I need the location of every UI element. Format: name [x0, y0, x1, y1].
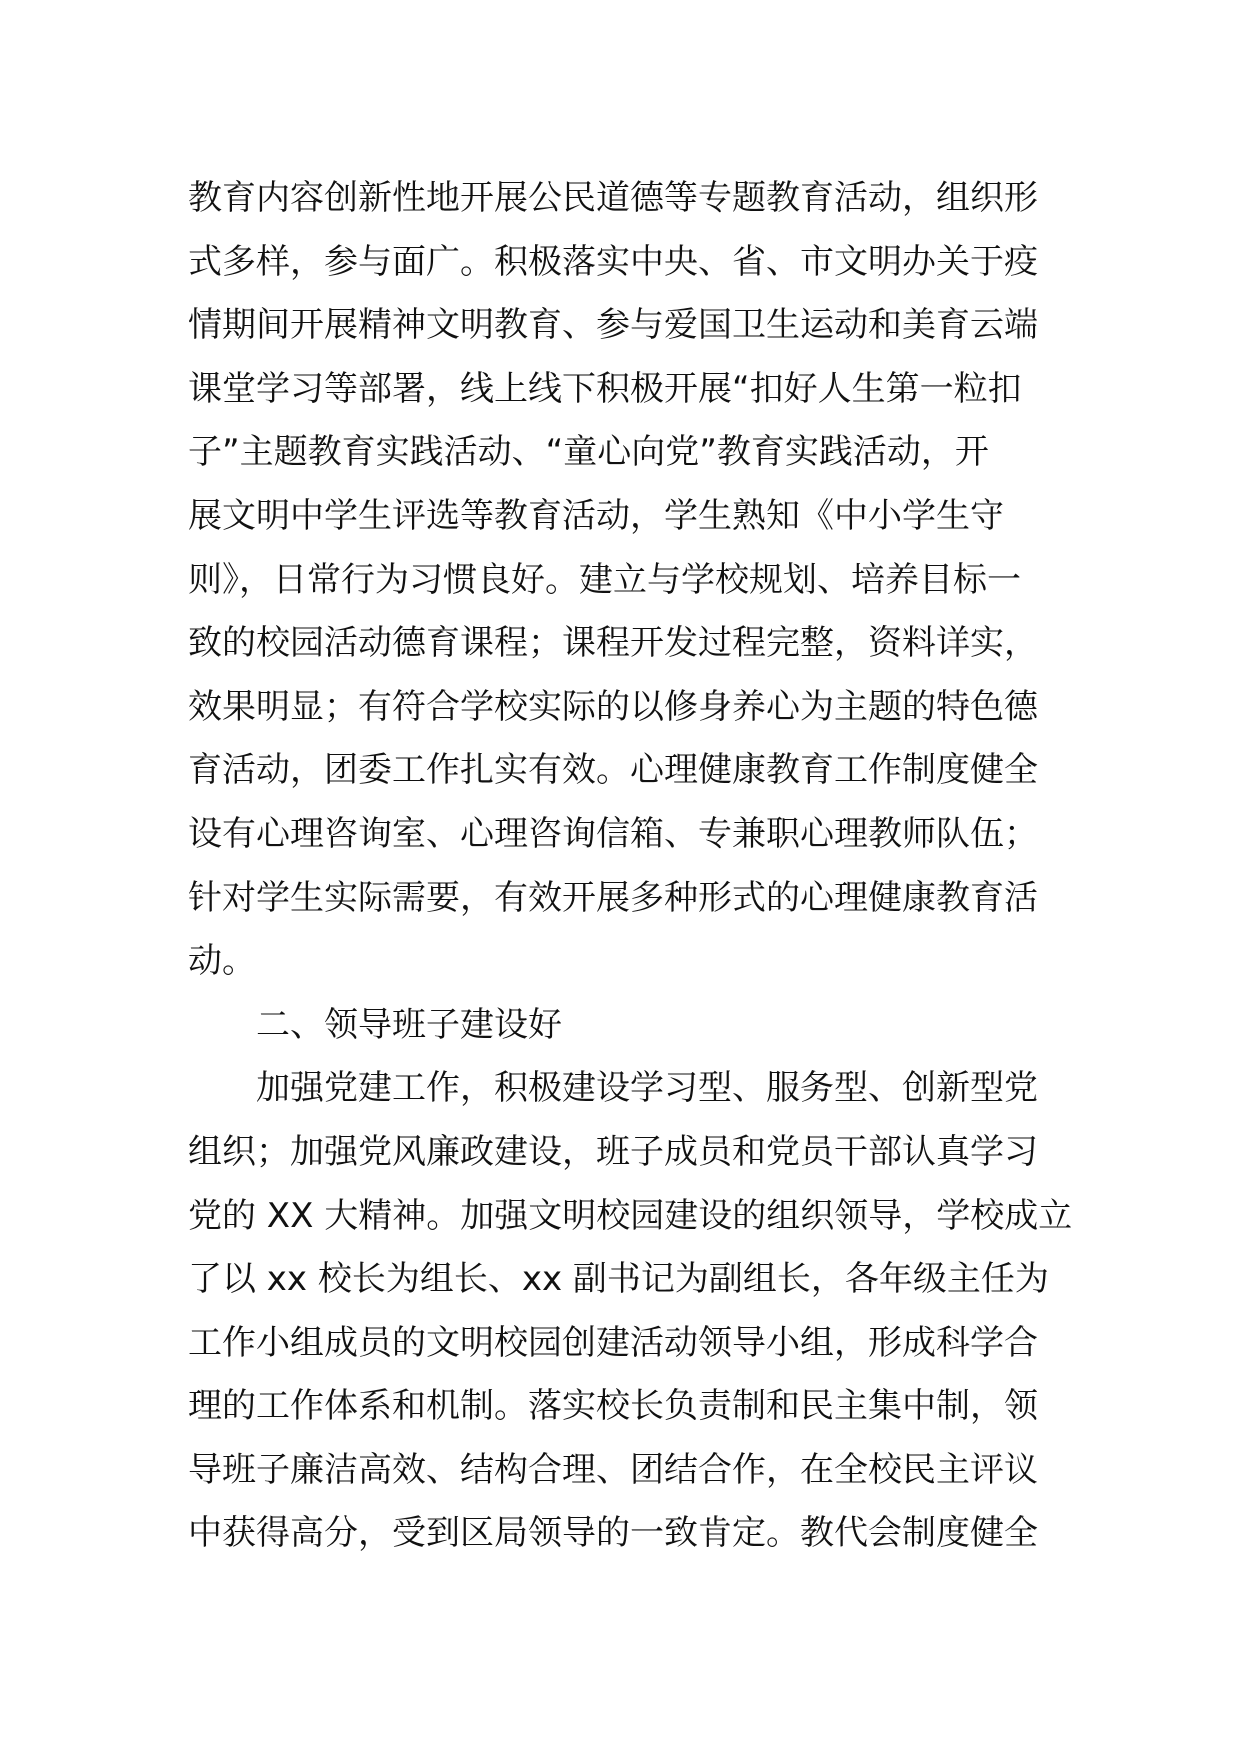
text-line: 子”主题教育实践活动、“童心向党”教育实践活动，开	[188, 432, 989, 473]
text-line: 动。	[188, 941, 256, 982]
text-line: 导班子廉洁高效、结构合理、团结合作，在全校民主评议	[188, 1449, 1038, 1490]
body-text	[188, 167, 1073, 1566]
paragraph-moral-education	[188, 167, 1068, 994]
text-line: 中获得高分，受到区局领导的一致肯定。教代会制度健全	[188, 1513, 1038, 1554]
text-line: 理的工作体系和机制。落实校长负责制和民主集中制，领	[188, 1386, 1038, 1427]
text-line: 致的校园活动德育课程；课程开发过程完整，资料详实，	[188, 623, 1038, 664]
text-line: 效果明显；有符合学校实际的以修身养心为主题的特色德	[188, 686, 1038, 727]
text-line: 党的 XX 大精神。加强文明校园建设的组织领导，学校成立	[188, 1195, 1073, 1236]
paragraph-leadership	[188, 1057, 1073, 1566]
text-line: 针对学生实际需要，有效开展多种形式的心理健康教育活	[188, 877, 1038, 918]
text-line: 情期间开展精神文明教育、参与爱国卫生运动和美育云端	[188, 305, 1038, 346]
section-heading: 二、领导班子建设好	[256, 1004, 562, 1045]
text-line: 则》，日常行为习惯良好。建立与学校规划、培养目标一	[188, 559, 1021, 600]
text-line: 展文明中学生评选等教育活动，学生熟知《中小学生守	[188, 495, 1004, 536]
text-line: 加强党建工作，积极建设学习型、服务型、创新型党	[256, 1068, 1038, 1109]
text-line: 育活动，团委工作扎实有效。心理健康教育工作制度健全	[188, 750, 1038, 791]
text-line: 课堂学习等部署，线上线下积极开展“扣好人生第一粒扣	[188, 368, 1022, 409]
text-line: 了以 xx 校长为组长、xx 副书记为副组长，各年级主任为	[188, 1259, 1049, 1300]
text-line: 教育内容创新性地开展公民道德等专题教育活动，组织形	[188, 178, 1038, 218]
text-line: 组织；加强党风廉政建设，班子成员和党员干部认真学习	[188, 1131, 1038, 1172]
text-line: 式多样，参与面广。积极落实中央、省、市文明办关于疫	[188, 241, 1038, 282]
text-line: 工作小组成员的文明校园创建活动领导小组，形成科学合	[188, 1322, 1038, 1363]
text-line: 设有心理咨询室、心理咨询信箱、专兼职心理教师队伍；	[188, 813, 1038, 854]
